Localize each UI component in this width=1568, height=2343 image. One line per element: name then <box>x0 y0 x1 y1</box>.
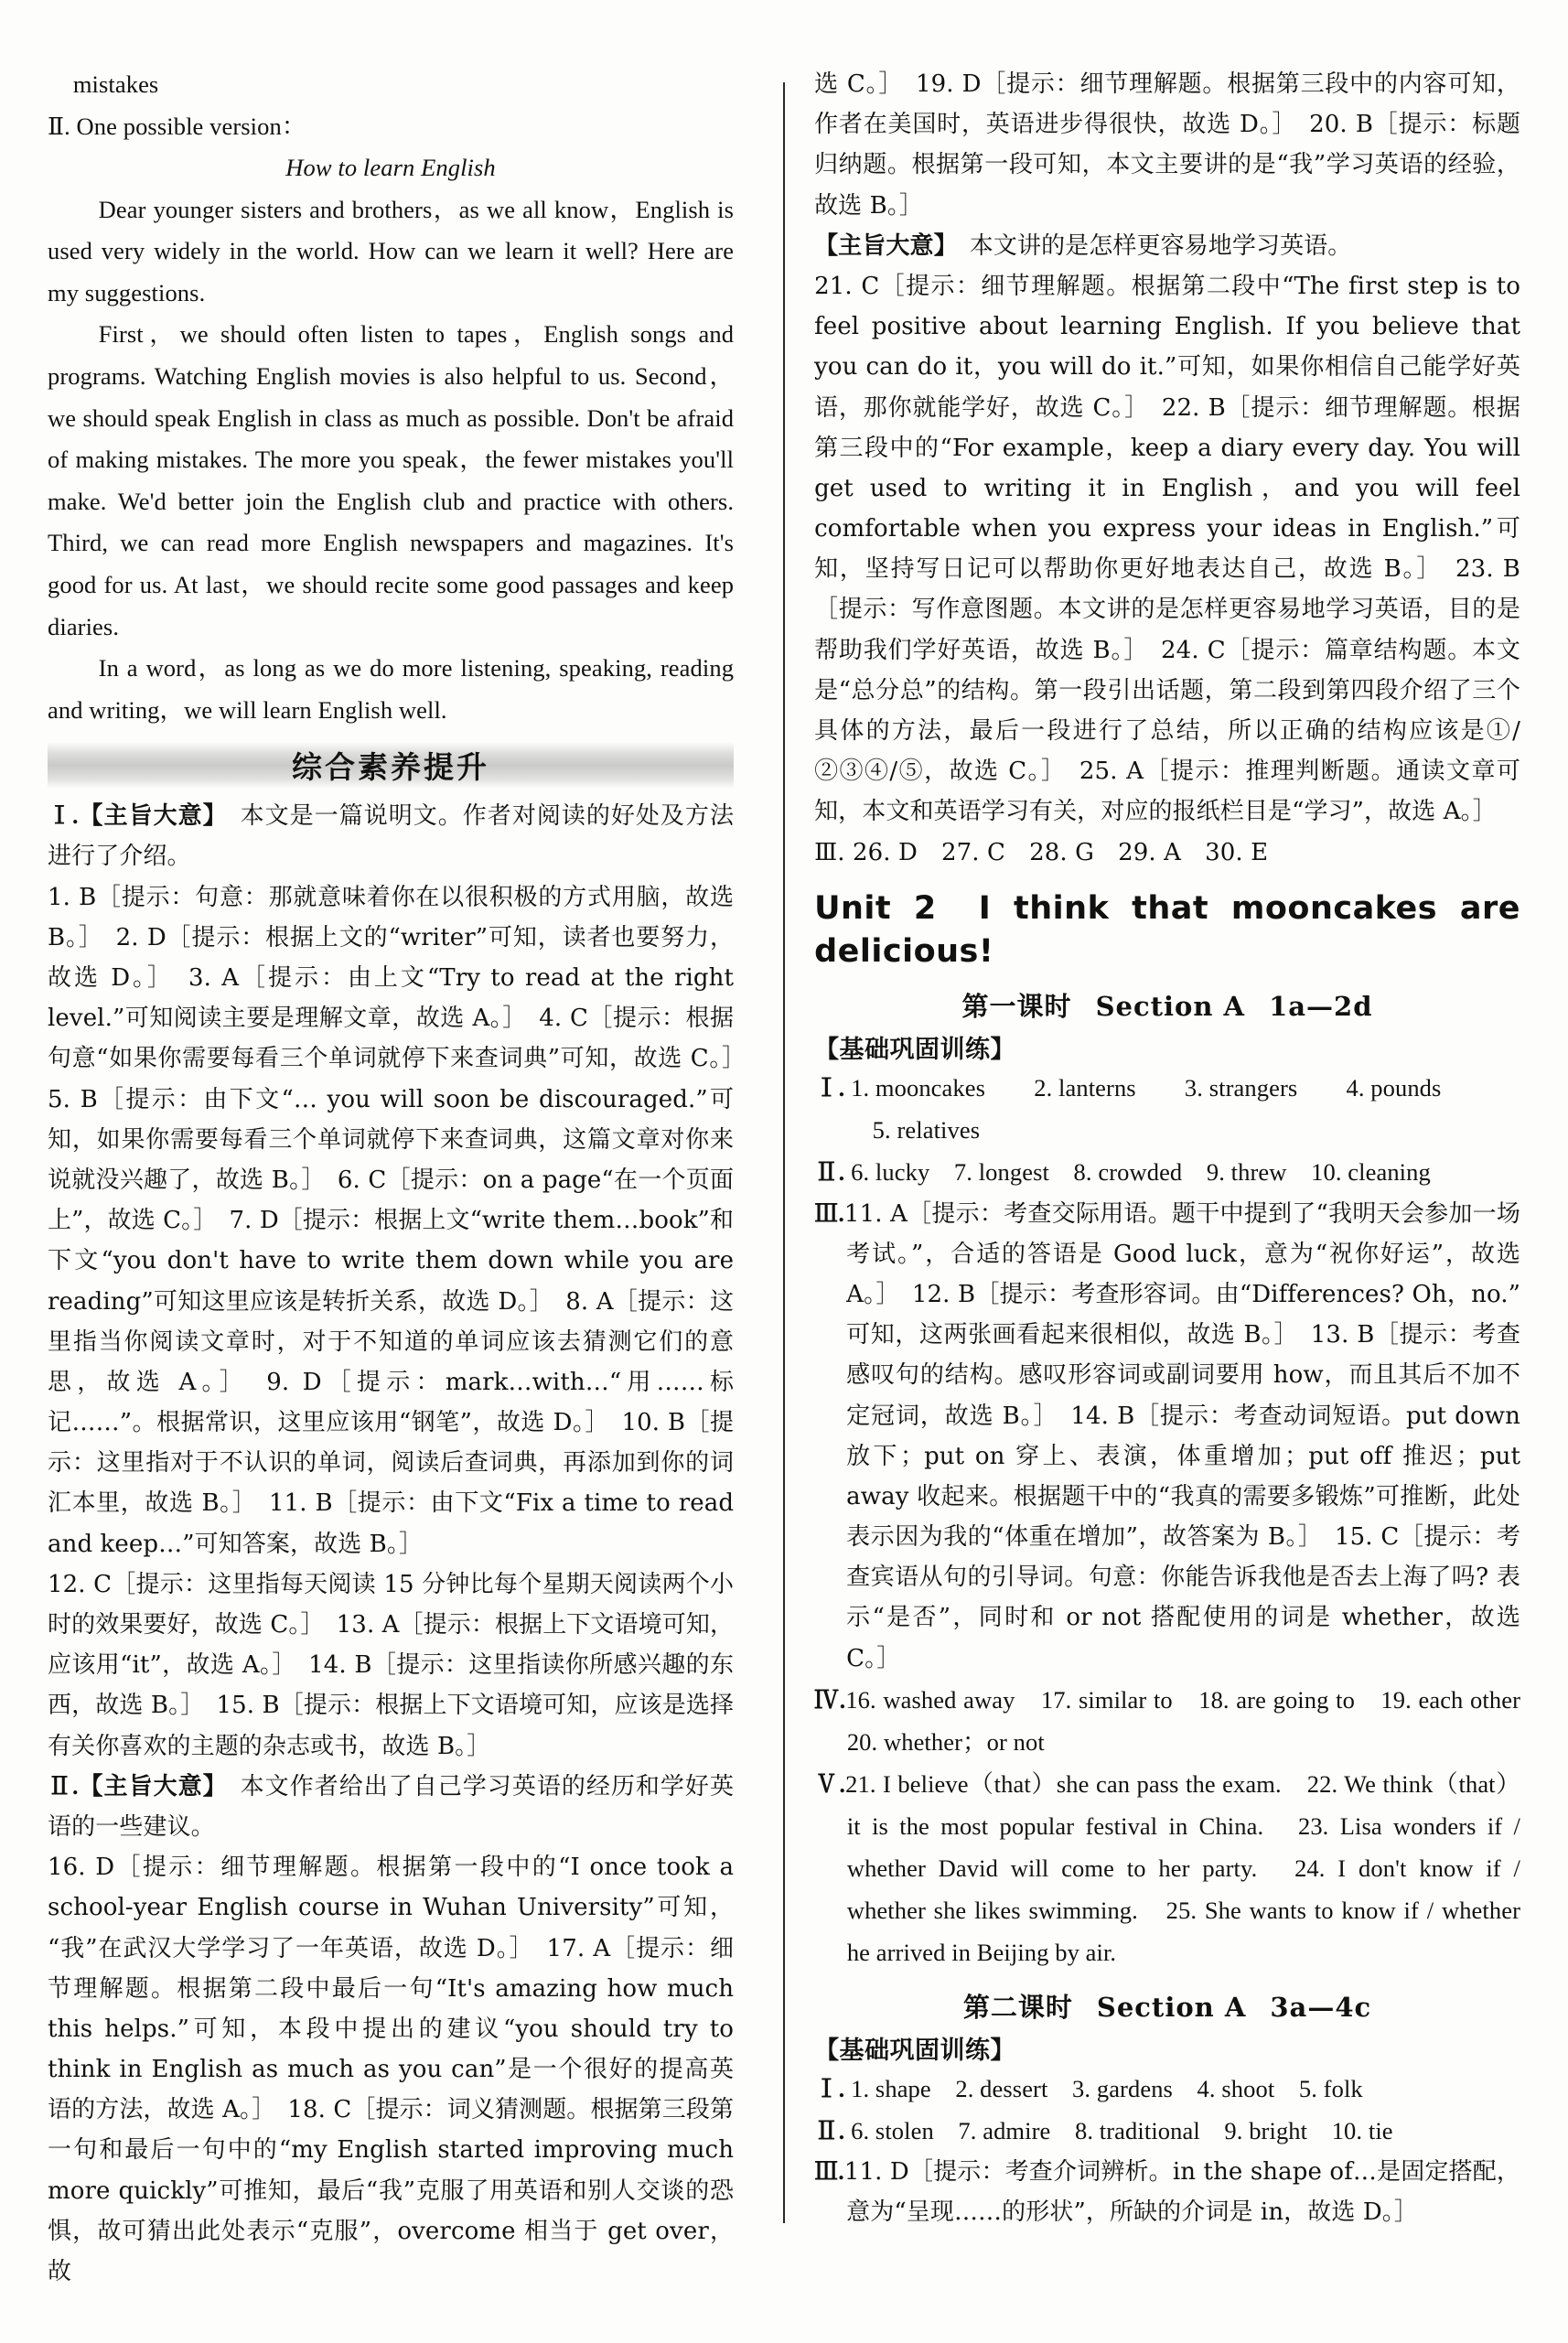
group-5-roman: Ⅴ. <box>814 1770 846 1799</box>
block-label-basic-1: 【基础巩固训练】 <box>814 1036 1016 1065</box>
group-1-items: 1. mooncakes 2. lanterns 3. strangers 4. pounds <box>851 1074 1442 1102</box>
lesson2-group-2-roman: Ⅱ. <box>814 2116 845 2144</box>
unit-name: I think that mooncakes are delicious! <box>814 889 1521 970</box>
continued-word: mistakes <box>72 70 159 98</box>
group-4-roman: Ⅳ. <box>814 1685 846 1714</box>
explanations-mid: 21. C［提示：细节理解题。根据第二段中“The first step is to feel positive about learning English. If you believe that you can do it，you will do it.”可知，如果你相信自己能学好英语，那你就能学好，故选 C。］ 22. B［提示：细节理解题。根据第三段中的“For example，keep a diary every day. You will get used to writing it in English，and you will feel comfortable when you express your ideas in English.”可知，坚持写日记可以帮助你更好地表达自己，故选 B。］ 23. B［提示：写作意图题。本文讲的是怎样更容易地学习英语，目的是帮助我们学好英语，故选 B。］ 24. C［提示：篇章结构题。本文是“总分总”的结构。第一段引出话题，第二段到第四段介绍了三个具体的方法，最后一段进行了总结，所以正确的结构应该是①/②③④/⑤，故选 C。］ 25. A［提示：推理判断题。通读文章可知，本文和英语学习有关，对应的报纸栏目是“学习”，故选 A。］ <box>814 272 1520 826</box>
answer-group-1 <box>814 1067 1520 1109</box>
lesson2-group-1-items: 1. shape 2. dessert 3. gardens 4. shoot 5. folk <box>851 2074 1363 2102</box>
composition-paragraph-1: Dear younger sisters and brothers，as we all know，English is used very widely in the world. How can we learn it well? Here are my suggestions. <box>48 195 735 306</box>
lesson-2-range: 3a—4c <box>1270 1991 1372 2023</box>
lesson-1-cn: 第一课时 <box>961 991 1072 1023</box>
lesson2-answer-group-3 <box>814 2152 1520 2232</box>
lesson-heading-1 <box>814 986 1520 1024</box>
composition-title: How to learn English <box>285 154 496 182</box>
lesson2-group-1-roman: Ⅰ. <box>814 2074 845 2102</box>
answer-group-5 <box>814 1763 1520 1974</box>
composition-paragraph-2: First，we should often listen to tapes，English songs and programs. Watching English movies is also helpful to us. Second，we should speak English in class as much as possible. Don't be afraid of making mistakes. The more you speak，the fewer mistakes you'll make. We'd better join the English club and practice with others. Third, we can read more English newspapers and magazines. It's good for us. At last，we should recite some good passages and keep diaries. <box>48 320 735 640</box>
group-3-roman: Ⅲ. <box>814 1199 844 1227</box>
left-column <box>48 64 757 2292</box>
section-banner-comprehensive: 综合素养提升 <box>48 742 734 789</box>
two-column-layout <box>48 64 1545 2285</box>
theme-text-2: 本文作者给出了自己学习英语的经历和学好英语的一些建议。 <box>48 1772 735 1841</box>
explanations-block-2: 16. D［提示：细节理解题。根据第一段中的“I once took a school-year English course in Wuhan University”可知，“我”在武汉大学学习了一年英语，故选 D。］ 17. A［提示：细节理解题。根据第二段中最后一句“It's amazing how much this helps.”可知，本段中提出的建议“you should try to think in English as much as you can”是一个很好的提高英语的方法，故选 A。］ 18. C［提示：词义猜测题。根据第三段第一句和最后一句中的“my English started improving much more quickly”可推知，最后“我”克服了用英语和别人交谈的恐惧，故可猜出此处表示“克服”，overcome 相当于 get over，故 <box>48 1854 735 2285</box>
answer-group-3 <box>814 1194 1520 1679</box>
roman-numeral-2: Ⅱ. <box>48 1772 79 1800</box>
column-divider <box>783 82 785 2223</box>
lesson-2-en: Section A <box>1096 1991 1247 2023</box>
theme-text-right: 本文讲的是怎样更容易地学习英语。 <box>969 231 1352 260</box>
theme-section-2 <box>48 1767 734 1847</box>
lesson2-answer-group-1 <box>814 2068 1520 2110</box>
lesson2-group-3-text: 11. D［提示：考查介词辨析。in the shape of…是固定搭配，意为“呈现……的形状”，所缺的介词是 in，故选 D。］ <box>843 2157 1521 2226</box>
explanations-top-continued: 选 C。］ 19. D［提示：细节理解题。根据第三段中的内容可知，作者在美国时，英语进步得很快，故选 D。］ 20. B［提示：标题归纳题。根据第一段可知，本文主要讲的是“我”学习英语的经验，故选 B。］ <box>814 70 1520 220</box>
explanations-block-1b: 12. C［提示：这里指每天阅读 15 分钟比每个星期天阅读两个小时的效果要好，故选 C。］ 13. A［提示：根据上下文语境可知，应该用“it”，故选 A。］ 14. B［提示：这里指读你所感兴趣的东西，故选 B。］ 15. B［提示：根据上下文语境可知，应该是选择有关你喜欢的主题的杂志或书，故选 B。］ <box>48 1570 735 1760</box>
lesson-2-cn: 第二课时 <box>962 1991 1073 2023</box>
lesson2-answer-group-2 <box>814 2110 1520 2152</box>
theme-section-1 <box>48 796 734 876</box>
group-5-text: 21. I believe（that）she can pass the exam. 22. We think（that）it is the most popular festival in China. 23. Lisa wonders if / whether David will come to her party. 24. I don't know if / whether she likes swimming. 25. She wants to know if / whether he arrived in Beijing by air. <box>845 1770 1520 1967</box>
group-2-items: 6. lucky 7. longest 8. crowded 9. threw 10. cleaning <box>851 1158 1431 1187</box>
group-4-text: 16. washed away 17. similar to 18. are going to 19. each other 20. whether；or not <box>845 1685 1545 1756</box>
composition-paragraph-3: In a word，as long as we do more listening, speaking, reading and writing，we will learn English well. <box>48 654 735 724</box>
roman-numeral-1: Ⅰ. <box>48 802 79 830</box>
unit-heading <box>814 887 1520 974</box>
lesson2-group-3-roman: Ⅲ. <box>814 2157 844 2185</box>
group-3-text: 11. A［提示：考查交际用语。题干中提到了“我明天会参加一场考试。”，合适的答语是 Good luck，意为“祝你好运”，故选 A。］ 12. B［提示：考查形容词。由“Differences? Oh，no.”可知，这两张画看起来很相似，故选 B。］ 13. B［提示：考查感叹句的结构。感叹形容词或副词要用 how，而且其后不加不定冠词，故选 B。］ 14. B［提示：考查动词短语。put down 放下；put on 穿上、表演，体重增加；put off 推迟；put away 收起来。根据题干中的“我真的需要多锻炼”可推断，此处表示因为我的“体重在增加”，故答案为 B。］ 15. C［提示：考查宾语从句的引导词。句意：你能告诉我他是否去上海了吗? 表示“是否”，同时和 or not 搭配使用的词是 whether，故选 C。］ <box>843 1199 1520 1672</box>
group-2-roman: Ⅱ. <box>814 1158 845 1187</box>
theme-label-2: 【主旨大意】 <box>78 1772 216 1800</box>
explanations-block-1: 1. B［提示：句意：那就意味着你在以很积极的方式用脑，故选 B。］ 2. D［提示：根据上文的“writer”可知，读者也要努力，故选 D。］ 3. A［提示：由上文“Try to read at the right level.”可知阅读主要是理解文章，故选 A。］ 4. C［提示：根据句意“如果你需要每看三个单词就停下来查词典”可知，故选 C。］ 5. B［提示：由下文“… you will soon be discouraged.”可知，如果你需要每看三个单词就停下来查词典，这篇文章对你来说就没兴趣了，故选 B。］ 6. C［提示：on a page“在一个页面上”，故选 C。］ 7. D［提示：根据上文“write them…book”和下文“you don't have to write them down while you are reading”可知这里应该是转折关系，故选 D。］ 8. A［提示：这里指当你阅读文章时，对于不知道的单词应该去猜测它们的意思，故选 A。］ 9. D［提示：mark…with…“用……标记……”。根据常识，这里应该用“钢笔”，故选 D。］ 10. B［提示：这里指对于不认识的单词，阅读后查词典，再添加到你的词汇本里，故选 B。］ 11. B［提示：由下文“Fix a time to read and keep…”可知答案，故选 B。］ <box>48 883 758 1558</box>
lesson-1-en: Section A <box>1095 991 1246 1023</box>
matching-answers-line: Ⅲ. 26. D 27. C 28. G 29. A 30. E <box>814 838 1269 866</box>
block-label-basic-2: 【基础巩固训练】 <box>814 2036 1016 2065</box>
theme-line-right <box>814 226 1520 266</box>
answer-group-1-cont: 5. relatives <box>872 1116 981 1145</box>
unit-number: Unit 2 <box>814 889 937 927</box>
lesson-heading-2 <box>814 1987 1520 2025</box>
lesson2-group-2-items: 6. stolen 7. admire 8. traditional 9. bright 10. tie <box>851 2116 1393 2144</box>
group-1-roman: Ⅰ. <box>814 1074 845 1102</box>
theme-text-1: 本文是一篇说明文。作者对阅读的好处及方法进行了介绍。 <box>48 802 735 871</box>
answer-group-2 <box>814 1151 1520 1193</box>
answer-group-4 <box>814 1679 1545 1763</box>
composition-lead: Ⅱ. One possible version： <box>48 112 306 140</box>
lesson-1-range: 1a—2d <box>1269 991 1373 1023</box>
right-column <box>811 64 1545 2232</box>
theme-label-1: 【主旨大意】 <box>78 802 216 831</box>
theme-label-right: 【主旨大意】 <box>814 231 946 260</box>
